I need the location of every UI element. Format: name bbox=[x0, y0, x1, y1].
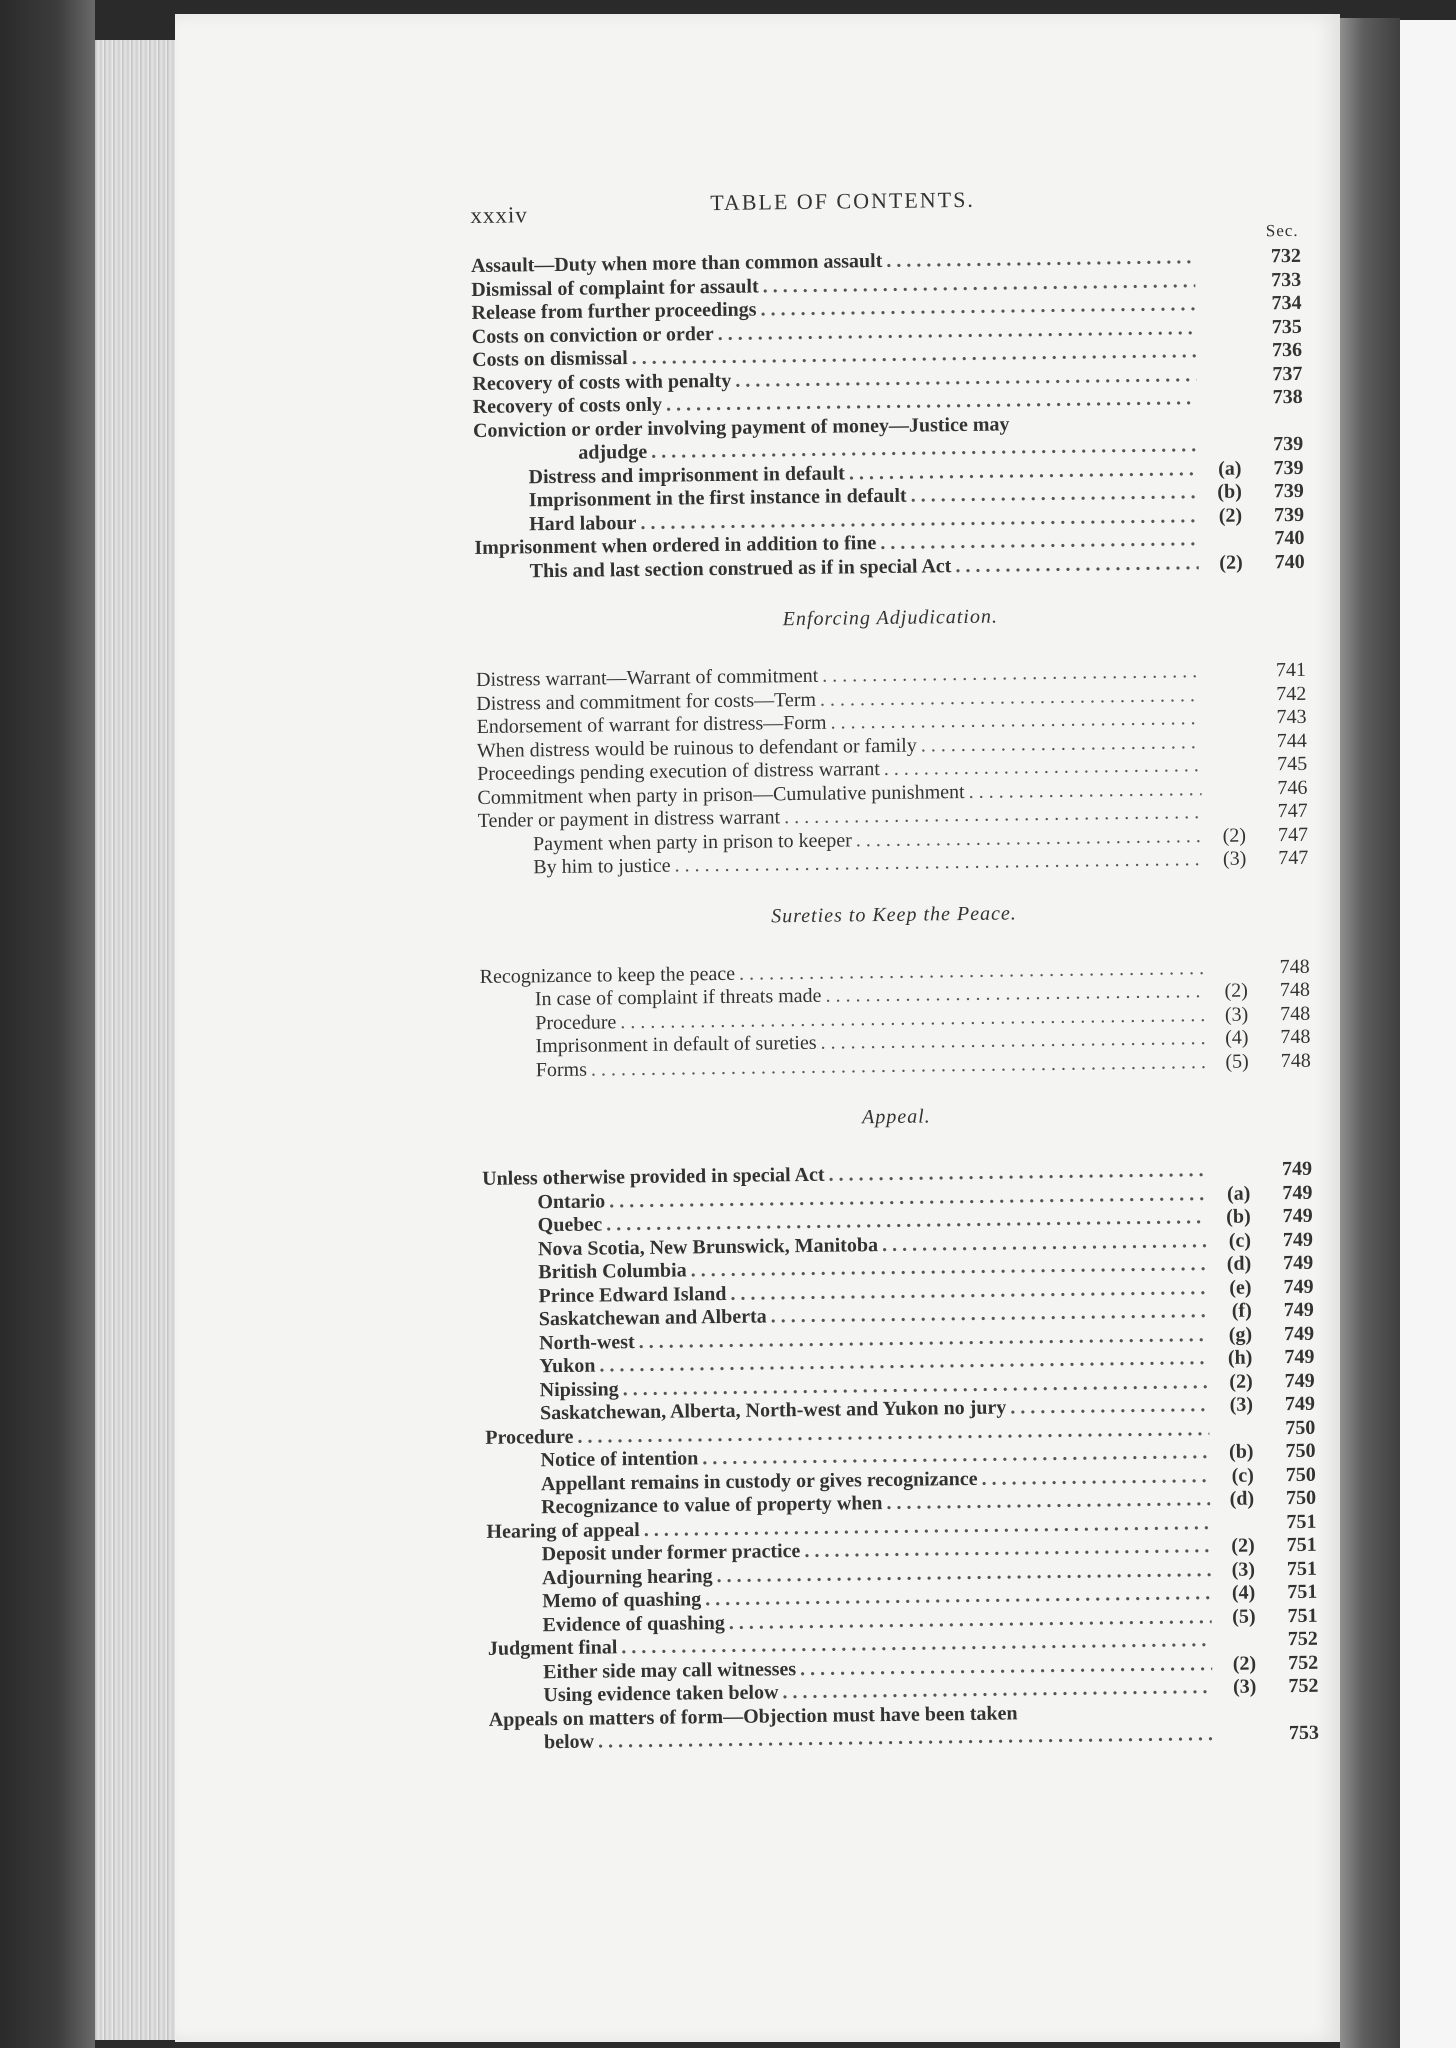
section-number: 747 bbox=[1277, 823, 1309, 846]
entry-title: Payment when party in prison to keeper bbox=[532, 828, 852, 855]
section-number: 749 bbox=[1284, 1369, 1315, 1392]
dot-leader bbox=[955, 552, 1199, 578]
section-heading: Enforcing Adjudication. bbox=[782, 605, 999, 631]
entry-title: Nova Scotia, New Brunswick, Manitoba bbox=[537, 1233, 879, 1260]
section-number: 736 bbox=[1271, 338, 1303, 362]
section-number: 749 bbox=[1283, 1322, 1315, 1345]
entry-title: Appellant remains in custody or gives recognizance bbox=[540, 1467, 978, 1495]
dot-leader bbox=[674, 848, 1202, 878]
entry-title: Commitment when party in prison—Cumulative punishment bbox=[477, 780, 965, 809]
dot-leader bbox=[981, 1465, 1210, 1491]
subsection-ref: (e) bbox=[1229, 1276, 1252, 1299]
subsection-ref: (3) bbox=[1231, 1558, 1256, 1581]
section-number: 739 bbox=[1273, 503, 1305, 526]
entry-title: Using evidence taken below bbox=[543, 1681, 779, 1707]
entry-title: Unless otherwise provided in special Act bbox=[482, 1163, 825, 1190]
section-number: 738 bbox=[1272, 385, 1303, 409]
book-page-edges bbox=[95, 40, 185, 2040]
section-number: 750 bbox=[1285, 1486, 1317, 1510]
subsection-ref: (a) bbox=[1226, 1182, 1251, 1205]
subsection-ref: (h) bbox=[1227, 1346, 1253, 1369]
subsection-ref: (b) bbox=[1226, 1205, 1251, 1228]
entry-title: Appeals on matters of form—Objection must have been taken bbox=[488, 1701, 1018, 1731]
subsection-ref: (2) bbox=[1229, 1370, 1253, 1393]
section-number: 746 bbox=[1277, 776, 1308, 799]
section-number: 739 bbox=[1273, 456, 1304, 479]
subsection-ref: (3) bbox=[1222, 847, 1247, 870]
subsection-ref: (d) bbox=[1229, 1487, 1255, 1510]
subsection-ref: (b) bbox=[1228, 1440, 1254, 1463]
entry-title: Tender or payment in distress warrant bbox=[477, 806, 781, 832]
entry-title: Hearing of appeal bbox=[486, 1518, 640, 1543]
entry-title: Proceedings pending execution of distress warrant bbox=[477, 758, 880, 785]
entry-title: Prince Edward Island bbox=[538, 1282, 727, 1307]
section-number: 748 bbox=[1280, 1025, 1311, 1049]
dot-leader bbox=[1010, 1394, 1209, 1420]
entry-title: Ontario bbox=[537, 1189, 606, 1213]
entry-title: By him to justice bbox=[533, 854, 671, 879]
entry-title: Procedure bbox=[535, 1010, 617, 1034]
section-number: 751 bbox=[1287, 1580, 1318, 1604]
section-number: 749 bbox=[1282, 1228, 1314, 1251]
section-number: 743 bbox=[1276, 705, 1307, 729]
section-number: 735 bbox=[1271, 315, 1302, 338]
section-number: 737 bbox=[1272, 362, 1303, 385]
subsection-ref: (g) bbox=[1228, 1323, 1253, 1346]
subsection-ref: (2) bbox=[1231, 1534, 1255, 1557]
section-heading: Appeal. bbox=[861, 1105, 931, 1129]
entry-title: North-west bbox=[539, 1330, 635, 1354]
subsection-ref: (2) bbox=[1232, 1652, 1257, 1675]
entry-title: Assault—Duty when more than common assault bbox=[470, 249, 883, 277]
subsection-ref: (5) bbox=[1232, 1605, 1256, 1628]
section-number: 749 bbox=[1284, 1345, 1315, 1369]
entry-title: Either side may call witnesses bbox=[543, 1657, 797, 1683]
scanner-background-left bbox=[0, 0, 95, 2048]
section-number: 749 bbox=[1281, 1157, 1313, 1181]
section-number: 749 bbox=[1283, 1275, 1314, 1298]
section-number: 752 bbox=[1287, 1651, 1319, 1674]
section-number: 750 bbox=[1285, 1439, 1316, 1463]
book-gutter bbox=[1340, 18, 1400, 2048]
section-number: 749 bbox=[1284, 1392, 1316, 1416]
section-heading: Sureties to Keep the Peace. bbox=[771, 901, 1017, 927]
section-number: 752 bbox=[1287, 1627, 1318, 1651]
entry-title: Release from further proceedings bbox=[471, 298, 757, 324]
entry-title: adjudge bbox=[578, 440, 648, 464]
subsection-ref: (2) bbox=[1218, 504, 1243, 527]
section-number: 748 bbox=[1280, 1049, 1311, 1072]
section-number: 733 bbox=[1271, 268, 1302, 291]
subsection-ref: (4) bbox=[1225, 1026, 1249, 1049]
section-number bbox=[1257, 1715, 1319, 1716]
dot-leader bbox=[968, 778, 1201, 804]
dot-leader bbox=[1014, 428, 1198, 430]
section-number: 734 bbox=[1271, 291, 1302, 315]
dot-leader bbox=[921, 731, 1201, 758]
section-number: 732 bbox=[1270, 244, 1302, 268]
dot-leader bbox=[1022, 1717, 1213, 1719]
section-number: 741 bbox=[1275, 658, 1307, 682]
section-number bbox=[1241, 426, 1303, 427]
section-number: 744 bbox=[1276, 729, 1307, 752]
entry-title: below bbox=[543, 1730, 595, 1754]
subsection-ref: (f) bbox=[1231, 1299, 1252, 1322]
section-number: 749 bbox=[1282, 1181, 1313, 1204]
section-number: 751 bbox=[1287, 1604, 1318, 1627]
entry-title: Procedure bbox=[485, 1425, 574, 1449]
entry-title: Endorsement of warrant for distress—Form bbox=[476, 711, 827, 738]
entry-title: Quebec bbox=[537, 1213, 603, 1237]
section-number: 740 bbox=[1274, 550, 1305, 573]
section-number: 748 bbox=[1279, 955, 1310, 978]
entry-title: Saskatchewan and Alberta bbox=[538, 1305, 767, 1331]
entry-title: Recognizance to value of property when bbox=[541, 1492, 883, 1519]
section-number: 747 bbox=[1278, 846, 1309, 870]
entry-title: Imprisonment in the first instance in default bbox=[528, 484, 907, 512]
entry-title: Imprisonment in default of sureties bbox=[535, 1031, 817, 1058]
subsection-ref: (c) bbox=[1231, 1464, 1254, 1487]
section-number: 751 bbox=[1286, 1557, 1318, 1580]
subsection-ref: (d) bbox=[1226, 1252, 1252, 1275]
subsection-ref: (5) bbox=[1225, 1050, 1249, 1073]
section-number: 749 bbox=[1283, 1251, 1314, 1275]
entry-title: Hard labour bbox=[529, 511, 637, 535]
section-number: 752 bbox=[1288, 1674, 1319, 1698]
entry-title: Saskatchewan, Alberta, North-west and Yukon no jury bbox=[539, 1396, 1007, 1425]
dot-leader bbox=[910, 481, 1197, 508]
entry-title: Deposit under former practice bbox=[541, 1540, 801, 1566]
section-number: 740 bbox=[1274, 526, 1305, 550]
entry-title: Evidence of quashing bbox=[542, 1611, 725, 1636]
entry-title: Forms bbox=[535, 1058, 588, 1081]
section-number: 751 bbox=[1286, 1510, 1317, 1533]
subsection-ref: (b) bbox=[1217, 480, 1242, 503]
entry-title: Yukon bbox=[539, 1354, 596, 1378]
section-number: 739 bbox=[1273, 432, 1304, 456]
section-number: 748 bbox=[1279, 978, 1311, 1002]
facing-page-edge bbox=[1400, 20, 1456, 2048]
subsection-ref: (3) bbox=[1229, 1393, 1254, 1416]
entry-title: Recovery of costs with penalty bbox=[472, 369, 732, 395]
subsection-ref: (3) bbox=[1232, 1675, 1257, 1698]
section-number: 739 bbox=[1273, 479, 1304, 503]
page-number: xxxiv bbox=[470, 202, 528, 228]
entry-title: Recognizance to keep the peace bbox=[479, 962, 736, 988]
subsection-ref: (c) bbox=[1228, 1229, 1252, 1252]
entry-title: Distress and commitment for costs—Term bbox=[476, 688, 817, 715]
entry-title: Distress and imprisonment in default bbox=[528, 461, 846, 488]
subsection-ref: (a) bbox=[1218, 457, 1242, 480]
subsection-ref: (2) bbox=[1219, 551, 1243, 574]
entry-title: Judgment final bbox=[487, 1636, 618, 1660]
entry-title: Notice of intention bbox=[540, 1447, 699, 1472]
section-number: 748 bbox=[1280, 1002, 1311, 1025]
section-number: 742 bbox=[1276, 682, 1307, 705]
entry-title: This and last section construed as if in special Act bbox=[529, 554, 952, 582]
section-number: 751 bbox=[1286, 1533, 1317, 1557]
entry-title: Conviction or order involving payment of money—Justice may bbox=[472, 412, 1010, 442]
section-number: 749 bbox=[1282, 1204, 1313, 1228]
running-title: TABLE OF CONTENTS. bbox=[710, 186, 976, 216]
entry-title: British Columbia bbox=[538, 1259, 687, 1284]
entry-title: Imprisonment when ordered in addition to fine bbox=[474, 532, 877, 559]
section-number: 753 bbox=[1288, 1721, 1320, 1745]
entry-title: In case of complaint if threats made bbox=[534, 984, 822, 1011]
section-number: 750 bbox=[1285, 1463, 1316, 1486]
entry-title: Recovery of costs only bbox=[472, 393, 663, 418]
entry-title: Adjourning hearing bbox=[541, 1564, 713, 1589]
entry-title: Memo of quashing bbox=[542, 1588, 702, 1613]
entry-title: When distress would be ruinous to defendant or family bbox=[476, 734, 917, 762]
entry-title: Costs on conviction or order bbox=[471, 322, 714, 348]
entry-title: Nipissing bbox=[539, 1377, 619, 1401]
entry-title: Dismissal of complaint for assault bbox=[471, 274, 759, 301]
subsection-ref: (2) bbox=[1222, 824, 1247, 847]
section-number: 749 bbox=[1283, 1298, 1314, 1322]
subsection-ref: (4) bbox=[1231, 1581, 1256, 1604]
section-number: 747 bbox=[1277, 799, 1308, 823]
subsection-ref: (3) bbox=[1224, 1003, 1249, 1026]
section-number: 745 bbox=[1277, 752, 1308, 776]
section-number: 750 bbox=[1285, 1416, 1316, 1439]
entry-title: Costs on dismissal bbox=[472, 347, 628, 371]
toc-entries bbox=[471, 245, 1319, 1756]
section-column-label: Sec. bbox=[1265, 220, 1299, 241]
table-of-contents bbox=[470, 175, 1319, 1756]
subsection-ref: (2) bbox=[1224, 979, 1249, 1002]
entry-title: Distress warrant—Warrant of commitment bbox=[475, 664, 819, 691]
